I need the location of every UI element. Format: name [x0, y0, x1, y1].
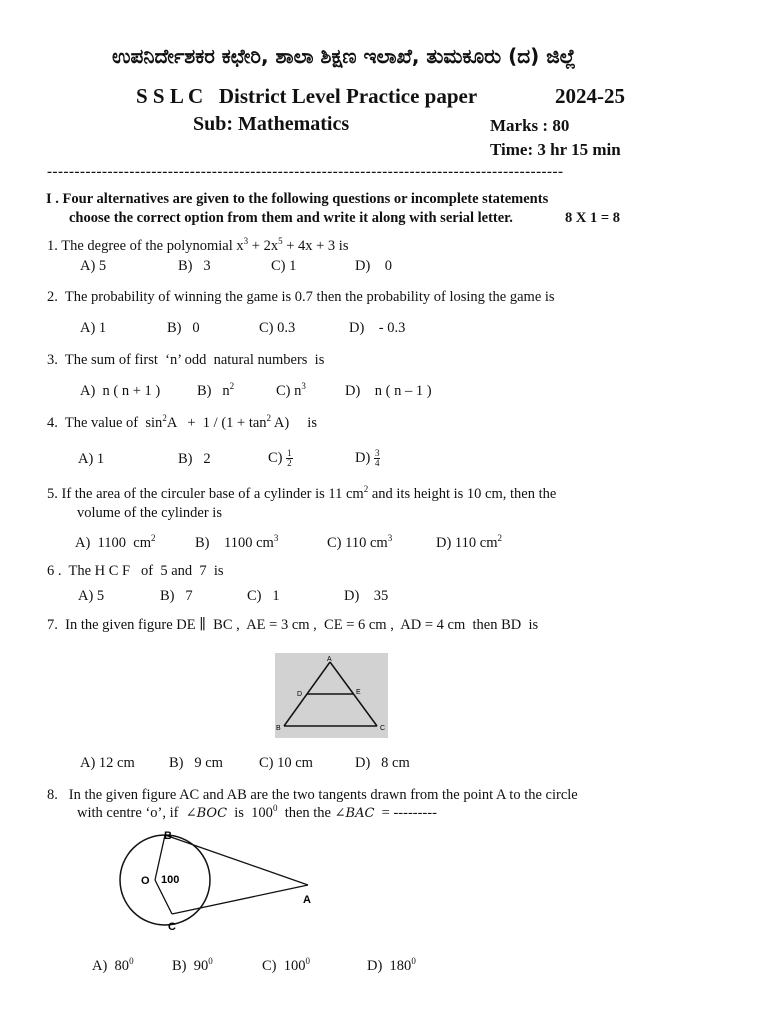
section-marks: 8 X 1 = 8: [565, 210, 620, 226]
triangle-svg: [275, 653, 388, 738]
q2-option-c: C) 0.3: [259, 320, 296, 336]
q3-option-a: A) n ( n + 1 ): [80, 383, 161, 399]
q2-option-d: D) - 0.3: [349, 320, 406, 336]
subject: Sub: Mathematics: [193, 113, 350, 135]
office-title-kannada: ಉಪನಿರ್ದೇಶಕರ ಕಛೇರಿ, ಶಾಲಾ ಶಿಕ್ಷಣ ಇಲಾಖೆ, ತುಮಕೂರು (ದ) ಜಿಲ್ಲೆ: [112, 44, 576, 68]
q5-option-a: A) 1100 $cm^2$: [75, 533, 156, 551]
question-7: 7. In the given figure DE ∥ BC , AE = 3 cm , CE = 6 cm , AD = 4 cm then BD is: [47, 617, 539, 633]
q8-option-c: C) $100^0$: [262, 956, 310, 974]
q5-option-d: D) 110 $cm^2$: [436, 533, 502, 551]
q1-option-c: C) 1: [271, 258, 297, 274]
q5-option-b: B) 1100 $cm^3$: [195, 533, 279, 551]
label-a: A: [327, 656, 332, 663]
tangent-ab: [165, 835, 308, 885]
label-c: C: [380, 725, 386, 732]
label-e: E: [356, 689, 361, 696]
exam-time: Time: 3 hr 15 min: [490, 140, 621, 159]
label-b: B: [276, 725, 281, 732]
question-6: 6 . The H C F of 5 and 7 is: [47, 563, 224, 579]
q6-option-c: C) 1: [247, 588, 280, 604]
question-8: 8. In the given figure AC and AB are the two tangents drawn from the point A to the circle: [47, 787, 578, 803]
exam-title: S S L C District Level Practice paper: [136, 84, 478, 108]
q1-option-b: B) 3: [178, 258, 211, 274]
circle-tangent-figure: [108, 828, 323, 936]
q5-option-c: C) 110 $cm^3$: [327, 533, 393, 551]
q7-option-d: D) 8 cm: [355, 755, 410, 771]
label-b: B: [164, 830, 172, 842]
q8-option-d: D) $180^0$: [367, 956, 416, 974]
q2-option-a: A) 1: [80, 320, 107, 336]
q2-option-b: B) 0: [167, 320, 200, 336]
q3-option-c: C) $n^3$: [276, 381, 306, 399]
q3-option-d: D) n ( n – 1 ): [345, 383, 432, 399]
q4-option-b: B) 2: [178, 451, 211, 467]
q4-option-d: D) $\frac{3}{4}$: [355, 448, 380, 468]
q7-option-c: C) 10 cm: [259, 755, 313, 771]
q1-option-d: D) 0: [355, 258, 393, 274]
q8-option-b: B) $90^0$: [172, 956, 213, 974]
question-8-line2: with centre ‘o’, if ∠BOC is $100^0$ then the ∠BAC = ---------: [77, 803, 437, 821]
q7-option-b: B) 9 cm: [169, 755, 223, 771]
triangle-figure: [275, 653, 388, 738]
label-a: A: [303, 894, 311, 906]
circle-tangent-svg: [108, 828, 323, 936]
total-marks: Marks : 80: [490, 116, 570, 135]
q6-option-a: A) 5: [78, 588, 105, 604]
question-2: 2. The probability of winning the game is 0.7 then the probability of losing the game is: [47, 289, 555, 305]
q1-option-a: A) 5: [80, 258, 107, 274]
section-instruction-line1: I . Four alternatives are given to the following questions or incomplete statements: [46, 191, 549, 207]
separator-line: ----------------------------------------------------------------------------------------------: [47, 164, 564, 180]
question-3: 3. The sum of first ‘n’ odd natural numbers is: [47, 352, 325, 368]
q8-option-a: A) $80^0$: [92, 956, 134, 974]
question-4: 4. The value of $\sin^2A + 1 / (1 + \tan^2 A)$ is: [47, 413, 317, 431]
q3-option-b: B) $n^2$: [197, 381, 235, 399]
q4-option-a: A) 1: [78, 451, 105, 467]
q6-option-d: D) 35: [344, 588, 389, 604]
question-1: 1. The degree of the polynomial $x^3 + 2x^5 + 4x + 3$ is: [47, 236, 349, 254]
label-angle-100: 100: [161, 874, 180, 886]
q4-option-c: C) $\frac{1}{2}$: [268, 448, 292, 468]
question-5-line2: volume of the cylinder is: [77, 505, 222, 521]
question-5: 5. If the area of the circuler base of a cylinder is 11 $cm^2$ and its height is 10 cm, then the: [47, 484, 557, 502]
exam-year: 2024-25: [555, 84, 625, 108]
q7-option-a: A) 12 cm: [80, 755, 135, 771]
section-instruction-line2: choose the correct option from them and write it along with serial letter.: [69, 210, 513, 226]
label-c: C: [168, 921, 176, 933]
q6-option-b: B) 7: [160, 588, 193, 604]
tangent-ac: [172, 885, 308, 914]
label-d: D: [297, 691, 303, 698]
label-o: O: [141, 875, 150, 887]
